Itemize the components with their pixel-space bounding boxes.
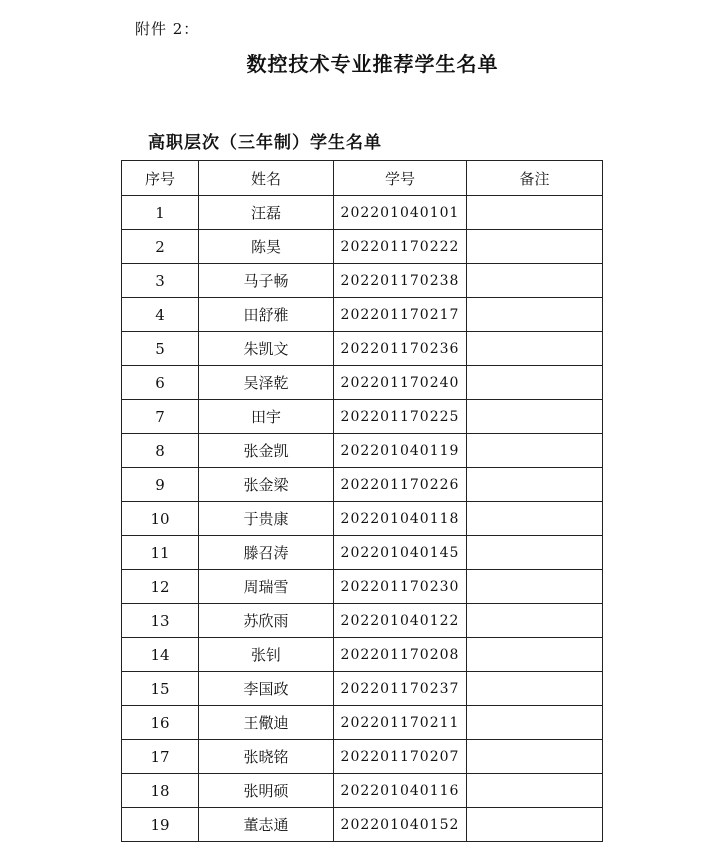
cell-index: 12 (122, 570, 199, 604)
table-row (122, 570, 603, 604)
cell-remarks (467, 366, 603, 400)
cell-index: 5 (122, 332, 199, 366)
table-header-row (122, 161, 603, 196)
cell-remarks (467, 332, 603, 366)
cell-index: 9 (122, 468, 199, 502)
cell-remarks (467, 808, 603, 842)
cell-name: 田舒雅 (199, 298, 334, 332)
table-row (122, 536, 603, 570)
cell-index: 4 (122, 298, 199, 332)
cell-student-id: 202201170222 (334, 230, 467, 264)
cell-remarks (467, 706, 603, 740)
cell-student-id: 202201040101 (334, 196, 467, 230)
header-index: 序号 (122, 161, 199, 196)
section-title: 高职层次（三年制）学生名单 (148, 133, 382, 153)
cell-student-id: 202201040152 (334, 808, 467, 842)
cell-remarks (467, 638, 603, 672)
table-row (122, 502, 603, 536)
table-row (122, 808, 603, 842)
cell-index: 18 (122, 774, 199, 808)
cell-student-id: 202201040116 (334, 774, 467, 808)
cell-student-id: 202201170217 (334, 298, 467, 332)
table-row (122, 298, 603, 332)
cell-student-id: 202201170240 (334, 366, 467, 400)
cell-index: 6 (122, 366, 199, 400)
cell-index: 17 (122, 740, 199, 774)
header-remarks: 备注 (467, 161, 603, 196)
cell-remarks (467, 434, 603, 468)
document-title: 数控技术专业推荐学生名单 (246, 52, 499, 76)
student-roster-table (121, 160, 603, 842)
cell-remarks (467, 774, 603, 808)
attachment-label: 附件 2： (135, 20, 200, 38)
cell-index: 15 (122, 672, 199, 706)
cell-name: 张金梁 (199, 468, 334, 502)
cell-index: 11 (122, 536, 199, 570)
cell-student-id: 202201170211 (334, 706, 467, 740)
cell-name: 董志通 (199, 808, 334, 842)
table-row (122, 706, 603, 740)
cell-name: 张金凯 (199, 434, 334, 468)
cell-remarks (467, 196, 603, 230)
table-row (122, 604, 603, 638)
cell-remarks (467, 264, 603, 298)
cell-remarks (467, 740, 603, 774)
cell-student-id: 202201040118 (334, 502, 467, 536)
cell-index: 2 (122, 230, 199, 264)
cell-index: 7 (122, 400, 199, 434)
table-body (122, 196, 603, 842)
table-row (122, 332, 603, 366)
cell-remarks (467, 536, 603, 570)
cell-name: 王儆迪 (199, 706, 334, 740)
cell-student-id: 202201170225 (334, 400, 467, 434)
cell-name: 周瑞雪 (199, 570, 334, 604)
cell-name: 朱凯文 (199, 332, 334, 366)
cell-index: 1 (122, 196, 199, 230)
cell-index: 19 (122, 808, 199, 842)
cell-name: 马子畅 (199, 264, 334, 298)
cell-student-id: 202201040122 (334, 604, 467, 638)
cell-student-id: 202201040145 (334, 536, 467, 570)
cell-name: 于贵康 (199, 502, 334, 536)
cell-index: 13 (122, 604, 199, 638)
cell-student-id: 202201170236 (334, 332, 467, 366)
table-row (122, 672, 603, 706)
cell-remarks (467, 400, 603, 434)
cell-student-id: 202201170237 (334, 672, 467, 706)
table-row (122, 638, 603, 672)
table-row (122, 468, 603, 502)
cell-name: 张晓铭 (199, 740, 334, 774)
cell-student-id: 202201170238 (334, 264, 467, 298)
table-row (122, 400, 603, 434)
table-row (122, 196, 603, 230)
cell-name: 汪磊 (199, 196, 334, 230)
cell-student-id: 202201040119 (334, 434, 467, 468)
table-row (122, 230, 603, 264)
table-row (122, 264, 603, 298)
cell-student-id: 202201170207 (334, 740, 467, 774)
cell-name: 吴泽乾 (199, 366, 334, 400)
cell-remarks (467, 502, 603, 536)
table-row (122, 740, 603, 774)
cell-index: 10 (122, 502, 199, 536)
cell-remarks (467, 672, 603, 706)
cell-name: 苏欣雨 (199, 604, 334, 638)
cell-name: 滕召涛 (199, 536, 334, 570)
cell-remarks (467, 604, 603, 638)
cell-name: 张明硕 (199, 774, 334, 808)
cell-remarks (467, 468, 603, 502)
cell-remarks (467, 298, 603, 332)
cell-name: 李国政 (199, 672, 334, 706)
table-row (122, 774, 603, 808)
table-row (122, 366, 603, 400)
cell-remarks (467, 570, 603, 604)
cell-remarks (467, 230, 603, 264)
cell-name: 张钊 (199, 638, 334, 672)
header-name: 姓名 (199, 161, 334, 196)
header-student-id: 学号 (334, 161, 467, 196)
cell-index: 16 (122, 706, 199, 740)
cell-student-id: 202201170226 (334, 468, 467, 502)
cell-name: 田宇 (199, 400, 334, 434)
table-row (122, 434, 603, 468)
cell-index: 8 (122, 434, 199, 468)
cell-student-id: 202201170230 (334, 570, 467, 604)
cell-name: 陈昊 (199, 230, 334, 264)
cell-index: 3 (122, 264, 199, 298)
cell-student-id: 202201170208 (334, 638, 467, 672)
cell-index: 14 (122, 638, 199, 672)
